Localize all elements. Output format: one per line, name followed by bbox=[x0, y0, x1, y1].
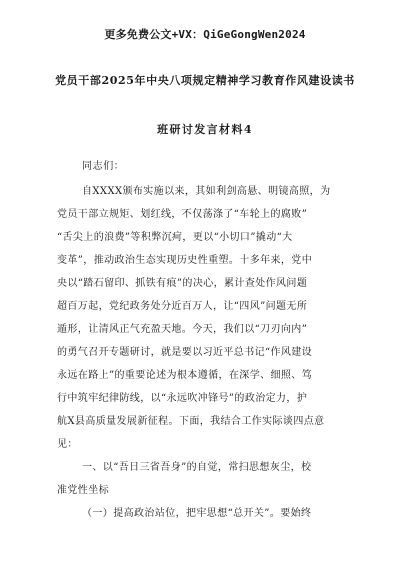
paragraph-line: 永远在路上”的重要论述为根本遵循，在深学、细照、笃 bbox=[57, 370, 313, 380]
paragraph-line: “舌尖上的浪费”等积弊沉疴，更以“小切口”撬动“大 bbox=[57, 232, 293, 242]
document-title-line-1: 党员干部2025年中央八项规定精神学习教育作风建设读书 bbox=[55, 74, 355, 87]
paragraph-line: 超百万起，党纪政务处分近百万人，让“四风”问题无所 bbox=[57, 301, 308, 311]
paragraph-line: 遁形，让清风正气充盈天地。今天，我们以“刀刃向内” bbox=[57, 324, 308, 334]
paragraph-line: 变革”，推动政治生态实现历史性重塑。十多年来，党中 bbox=[57, 255, 313, 265]
paragraph-line: 的勇气召开专题研讨，就是要以习近平总书记“作风建设 bbox=[57, 347, 313, 357]
paragraph-line: 党员干部立规矩、划红线，不仅荡涤了“车轮上的腐败” bbox=[57, 209, 308, 219]
paragraph-line: 行中筑牢纪律防线，以“永远吹冲锋号”的政治定力，护 bbox=[57, 393, 308, 403]
subsection-heading-line: （一）提高政治站位，把牢思想“总开关”。要始终 bbox=[82, 508, 312, 518]
document-title-line-2: 班研讨发言材料4 bbox=[157, 123, 253, 136]
header-promo-text: 更多免费公文+VX：QiGeGongWen2024 bbox=[104, 28, 306, 41]
paragraph-line: 自XXXX颁布实施以来，其如利剑高悬、明镜高照，为 bbox=[82, 186, 331, 196]
paragraph-line: 央以“踏石留印、抓铁有痕”的决心，累计查处作风问题 bbox=[57, 278, 308, 288]
section-heading-line: 准党性坐标 bbox=[57, 485, 109, 495]
paragraph-line: 航X县高质量发展新征程。下面，我结合工作实际谈四点意 bbox=[57, 416, 325, 426]
section-heading-line: 一、以“吾日三省吾身”的自觉，常扫思想灰尘，校 bbox=[82, 462, 312, 472]
salutation: 同志们： bbox=[82, 161, 125, 172]
paragraph-line: 见： bbox=[57, 439, 78, 449]
